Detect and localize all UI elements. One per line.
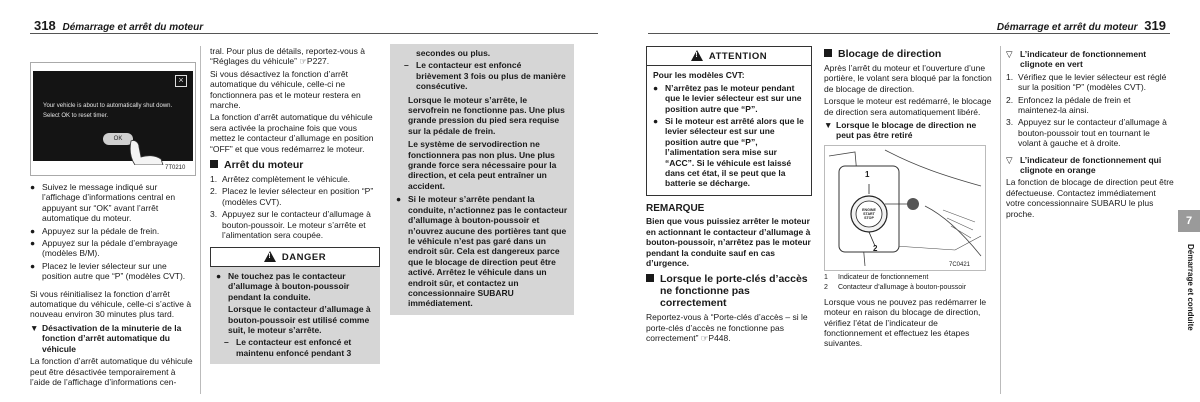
danger-box — [210, 247, 380, 365]
remarque-title: REMARQUE — [646, 202, 705, 214]
right-page-number: 319 — [1144, 18, 1166, 33]
orange-indicator-paragraph: La fonction de blocage de direction peut être défectueuse. Contactez immédiatement votre concessionnaire SUBARU le plus proche. — [1006, 177, 1174, 219]
callout-1: 1 — [865, 169, 870, 179]
section-heading-access-key — [646, 273, 812, 309]
stop-engine-steps — [210, 174, 380, 240]
timer-subheading-text: Désactivation de la minuterie de la fonction d’arrêt automatique du véhicule — [42, 322, 182, 354]
attention-header — [647, 47, 811, 66]
close-icon: × — [175, 75, 187, 87]
list-item-text: Arrêtez complètement le véhicule. — [222, 174, 351, 185]
legend-item — [824, 284, 994, 293]
left-column-1 — [30, 182, 196, 389]
display-screen — [33, 71, 193, 161]
list-item-text: Si le moteur est arrêté alors que le levier sélecteur est sur une position autre que “P”, l’alimentation sera mise sur “ACC”. Si le véhicule est laissé dans cet état, il se peut que la batterie se décharge. — [665, 116, 804, 189]
list-item: – Le contacteur est enfoncé et maintenu enfoncé pendant 3 — [224, 337, 352, 358]
left-column-3-danger-continued — [390, 44, 574, 315]
danger-header — [210, 247, 380, 267]
timer-subheading — [30, 323, 196, 354]
steering-lock-paragraph-1: Après l’arrêt du moteur et l’ouverture d’une portière, le volant sera bloqué par la fonction de blocage de direction. — [824, 63, 992, 94]
right-figure — [824, 145, 986, 271]
danger-body — [210, 267, 380, 364]
attention-box — [646, 46, 812, 196]
danger-continued-text: secondes ou plus. — [416, 48, 491, 58]
list-item: ● Suivez le message indiqué sur l’affichage d’informations central en appuyant sur “OK” avant l’arrêt automatique du moteur. — [30, 182, 176, 224]
list-item-text: N’arrêtez pas le moteur pendant que le levier sélecteur est sur une position autre que “P”. — [665, 82, 802, 114]
list-item-text: Suivez le message indiqué sur l’affichage d’informations central en appuyant sur “OK” avant l’arrêt automatique du moteur. — [42, 182, 176, 224]
square-bullet-icon — [210, 160, 218, 168]
right-column-3 — [1006, 46, 1174, 221]
dashboard-illustration — [825, 146, 985, 270]
right-page-header — [997, 18, 1170, 33]
list-item-text: Placez le levier sélecteur en position “P” (modèles CVT). — [222, 186, 374, 207]
orange-indicator-subheading-text: L’indicateur de fonctionnement qui clignote en orange — [1020, 154, 1162, 176]
screen-message-line2: Select OK to reset timer. — [43, 113, 109, 119]
attention-body — [647, 66, 811, 194]
legend-number: 1 — [824, 273, 828, 281]
figure-legend — [824, 274, 994, 293]
steering-lock-subheading-text: Lorsque le blocage de direction ne peut pas être retiré — [836, 120, 977, 141]
finger-icon — [125, 137, 165, 165]
brake-paragraph: Lorsque le moteur s’arrête, le servofrein ne fonctionne pas. Une plus grande pression du pied sera requise sur la pédale de frein. — [408, 94, 565, 136]
list-item: 2. Placez le levier sélecteur en position “P” (modèles CVT). — [210, 186, 374, 207]
list-item-text: Enfoncez la pédale de frein et maintenez-la ainsi. — [1018, 94, 1131, 116]
attention-intro: Pour les modèles CVT: — [653, 70, 745, 81]
right-header-rule — [648, 33, 1170, 34]
right-figure-id: 7C0421 — [949, 261, 971, 268]
left-header-title: Démarrage et arrêt du moteur — [62, 22, 204, 33]
left-header-rule — [30, 33, 598, 34]
right-column-1 — [646, 46, 812, 346]
list-item-text: Vérifiez que le levier sélecteur est réglé sur la position “P” (modèles CVT). — [1018, 71, 1167, 93]
list-item: ● Appuyez sur la pédale d’embrayage (modèles B/M). — [30, 238, 178, 259]
triangle-down-icon: ▼ — [824, 120, 833, 131]
callout-2: 2 — [873, 243, 878, 253]
legend-number: 2 — [824, 284, 828, 292]
screen-message-line1: Your vehicle is about to automatically shut down. — [43, 103, 173, 109]
green-indicator-subheading — [1006, 49, 1174, 70]
list-item-text: Le contacteur est enfoncé brièvement 3 fois ou plus de manière consécutive. — [416, 60, 566, 92]
list-item-text: Appuyez sur le contacteur d’allumage à bouton-poussoir. Le moteur s’arrête et l’alimentation sera coupée. — [222, 209, 371, 241]
list-item-text: Le contacteur est enfoncé et maintenu enfoncé pendant 3 — [236, 337, 352, 358]
ok-button: OK — [103, 133, 133, 145]
remarque-text: Bien que vous puissiez arrêter le moteur en actionnant le contacteur d’allumage à bouton-poussoir, n’arrêtez pas le moteur pendant la conduite sauf en cas d’urgence. — [646, 216, 811, 268]
chapter-tab-number: 7 — [1178, 210, 1200, 232]
left-figure — [30, 62, 196, 176]
list-item: 3. Appuyez sur le contacteur d’allumage à bouton-poussoir tout en tournant le volant à gauche et à droite. — [1006, 117, 1167, 149]
danger-title: DANGER — [281, 251, 327, 263]
square-bullet-icon — [824, 49, 832, 57]
column-divider — [200, 46, 201, 394]
list-item-text: Si le moteur s’arrête pendant la conduite, n’actionnez pas le contacteur d’allumage à bouton-poussoir et n’ouvrez aucune des portières tant que le véhicule n’est pas garé dans un endroit sûr. Cela est dangereux parce que le blocage de direction peut être activé. Arrêtez le véhicule dans un endroit sûr, et contactez un concessionnaire SUBARU immédiatement. — [408, 194, 568, 309]
legend-text: Indicateur de fonctionnement — [838, 273, 929, 281]
triangle-outline-icon: ▽ — [1006, 49, 1013, 59]
danger-paragraph: Lorsque le contacteur d’allumage à bouton-poussoir est utilisé comme suit, le moteur s’arrête. — [228, 304, 371, 335]
attention-title: ATTENTION — [708, 51, 768, 62]
triangle-outline-icon: ▽ — [1006, 154, 1013, 165]
list-item-text: Ne touchez pas le contacteur d’allumage à bouton-poussoir pendant la conduite. — [228, 270, 350, 302]
section-heading-stop-engine — [210, 159, 380, 171]
disable-paragraph: Si vous désactivez la fonction d’arrêt automatique du véhicule, celle-ci ne fonctionnera pas et le moteur restera en marche. — [210, 68, 361, 111]
section-heading-steering-lock — [824, 48, 994, 60]
column-divider — [1000, 46, 1001, 394]
list-item: 1. Arrêtez complètement le véhicule. — [210, 174, 351, 185]
orange-indicator-subheading — [1006, 155, 1174, 176]
reset-paragraph: Si vous réinitialisez la fonction d’arrêt automatique du véhicule, celle-ci s’active à nouveau environ 30 minutes plus tard. — [30, 288, 192, 320]
list-item: ● Ne touchez pas le contacteur d’allumage à bouton-poussoir pendant la conduite. — [216, 270, 350, 302]
right-column-2 — [824, 46, 994, 351]
section-heading-text: Arrêt du moteur — [224, 159, 304, 172]
list-item: ● Si le moteur s’arrête pendant la conduite, n’actionnez pas le contacteur d’allumage à bouton-poussoir et n’ouvrez aucune des portières tant que le véhicule n’est pas garé dans un endroit sûr. Cela est dangereux parce que le blocage de direction peut être activé. Arrêtez le véhicule dans un endroit sûr, et contactez un concessionnaire SUBARU immédiatement. — [396, 194, 568, 309]
warning-triangle-icon: ! — [264, 251, 276, 262]
list-item: 1. Vérifiez que le levier sélecteur est réglé sur la position “P” (modèles CVT). — [1006, 71, 1167, 93]
list-item-text: Appuyez sur le contacteur d’allumage à bouton-poussoir tout en tournant le volant à gauche et à droite. — [1018, 117, 1167, 149]
left-column-2 — [210, 46, 380, 364]
list-item: ● Appuyez sur la pédale de frein. — [30, 225, 160, 236]
green-indicator-steps — [1006, 72, 1174, 149]
list-item: ● N’arrêtez pas le moteur pendant que le levier sélecteur est sur une position autre que “P”. — [653, 82, 802, 114]
green-indicator-subheading-text: L’indicateur de fonctionnement clignote en vert — [1020, 49, 1147, 70]
steering-lock-paragraph-3: Lorsque vous ne pouvez pas redémarrer le moteur en raison du blocage de direction, vérifiez l’état de l’indicateur de fonctionnement et effectuez les étapes suivantes. — [824, 296, 987, 349]
left-figure-id: 7T0210 — [165, 165, 186, 171]
reactivate-paragraph: La fonction d’arrêt automatique du véhicule sera activée la prochaine fois que vous mettez le contacteur d’allumage en position “OFF” et que vous redémarrez le moteur. — [210, 112, 374, 154]
chapter-side-tab — [1184, 244, 1196, 364]
left-page-number: 318 — [34, 18, 56, 33]
list-item: 2. Enfoncez la pédale de frein et maintenez-la ainsi. — [1006, 94, 1131, 116]
list-item: ● Placez le levier sélecteur sur une position autre que “P” (modèles CVT). — [30, 260, 186, 282]
list-item-text: Appuyez sur la pédale de frein. — [42, 225, 160, 236]
steering-paragraph: Le système de servodirection ne fonctionnera pas non plus. Une plus grande force sera nécessaire pour la direction, et cela peut entraîner un accident. — [408, 139, 557, 191]
triangle-down-icon: ▼ — [30, 322, 39, 333]
steering-lock-paragraph-2: Lorsque le moteur est redémarré, le blocage de direction sera automatiquement libéré. — [824, 96, 992, 117]
list-item: 3. Appuyez sur le contacteur d’allumage à bouton-poussoir. Le moteur s’arrête et l’alimentation sera coupée. — [210, 209, 371, 241]
left-page-header — [30, 18, 203, 33]
square-bullet-icon — [646, 274, 654, 282]
list-item: – Le contacteur est enfoncé brièvement 3 fois ou plus de manière consécutive. — [404, 60, 566, 92]
list-item: ● Si le moteur est arrêté alors que le levier sélecteur est sur une position autre que “P”, l’alimentation sera mise sur “ACC”. Si le véhicule est laissé dans cet état, il se peut que la batterie se décharge. — [653, 116, 804, 189]
section-heading-text: Blocage de direction — [838, 48, 942, 60]
section-heading-text: Lorsque le porte-clés d’accès ne fonctionne pas correctement — [660, 273, 808, 310]
legend-item — [824, 274, 994, 283]
timer-paragraph: La fonction d’arrêt automatique du véhicule peut être désactivée temporairement à l’aide de l’affichage d’informations cen- — [30, 356, 193, 387]
settings-paragraph: tral. Pour plus de détails, reportez-vous à “Réglages du véhicule” ☞P227. — [210, 46, 365, 67]
right-header-title: Démarrage et arrêt du moteur — [996, 22, 1138, 33]
list-item-text: Placez le levier sélecteur sur une position autre que “P” (modèles CVT). — [42, 260, 186, 282]
screen-instructions-list — [30, 182, 196, 282]
engine-start-stop-label: ENGINE START STOP — [862, 207, 876, 220]
chapter-side-tab-text: Démarrage et conduite — [1186, 244, 1195, 331]
access-key-paragraph: Reportez-vous à “Porte-clés d’accès – si le porte-clés d’accès ne fonctionne pas correctement” ☞P448. — [646, 312, 808, 344]
warning-triangle-icon: ! — [691, 50, 703, 61]
list-item-text: Appuyez sur la pédale d’embrayage (modèles B/M). — [42, 238, 178, 259]
steering-lock-subheading — [824, 120, 994, 141]
legend-text: Contacteur d’allumage à bouton-poussoir — [838, 284, 967, 292]
